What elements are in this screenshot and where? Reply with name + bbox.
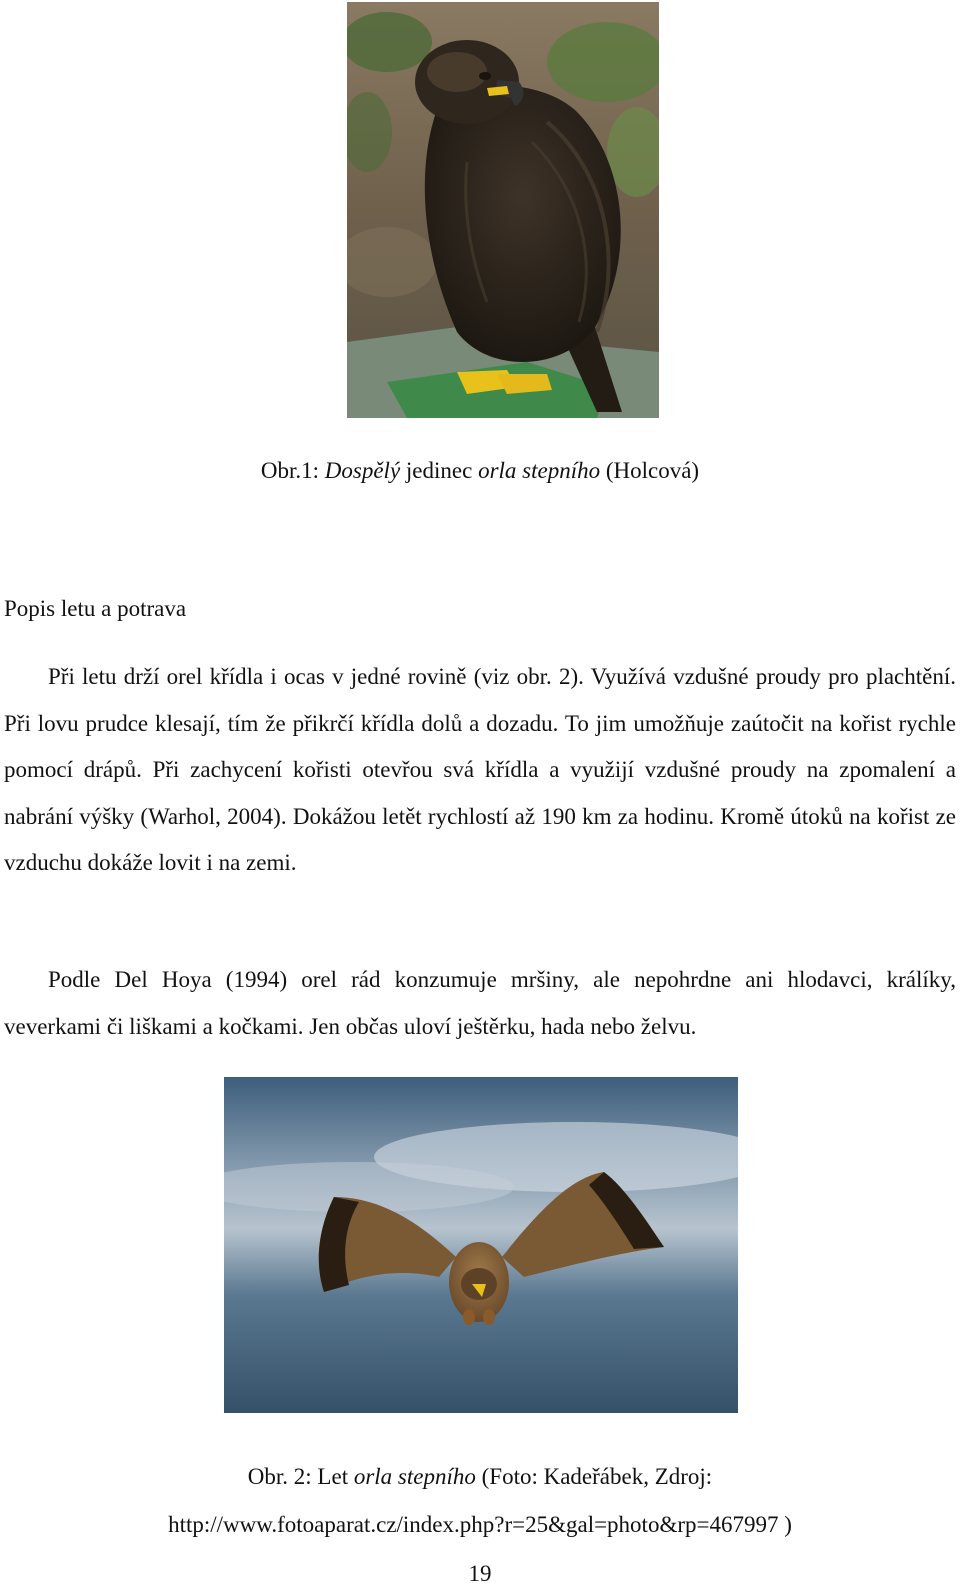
figure-2-caption (0, 1453, 960, 1549)
caption-italic-species: orla stepního (478, 458, 601, 483)
eagle-flight-photo (224, 1077, 738, 1413)
caption-suffix: (Holcová) (600, 458, 700, 483)
section-heading: Popis letu a potrava (4, 596, 187, 621)
caption-plain: jedinec (400, 458, 479, 483)
caption2-source-url: http://www.fotoaparat.cz/index.php?r=25&gal=photo&rp=467997 ) (168, 1512, 792, 1537)
paragraph-flight: Při letu drží orel křídla i ocas v jedné rovině (viz obr. 2). Využívá vzdušné proudy pro plachtění. Při lovu prudce klesají, tím že přikrčí křídla dolů a dozadu. To jim umožňuje zaútočit na kořist rychle pomocí drápů. Při zachycení kořisti otevřou svá křídla a využijí vzdušné proudy na zpomalení a nabrání výšky (Warhol, 2004). Dokážou letět rychlostí až 190 km za hodinu. Kromě útoků na kořist ze vzduchu dokáže lovit i na zemi. (4, 664, 956, 875)
paragraph-diet: Podle Del Hoya (1994) orel rád konzumuje mršiny, ale nepohrdne ani hlodavci, králíky, veverkami či liškami a kočkami. Jen občas uloví ještěrku, hada nebo želvu. (4, 967, 956, 1039)
figure-1-caption (0, 456, 960, 486)
page-number: 19 (468, 1561, 492, 1586)
caption-prefix: Obr.1: (260, 458, 325, 483)
eagle-perched-photo (347, 2, 659, 418)
caption-italic-adult: Dospělý (324, 458, 401, 483)
caption2-prefix: Obr. 2: Let (247, 1464, 354, 1489)
caption2-suffix: (Foto: Kadeřábek, Zdroj: (475, 1464, 713, 1489)
caption2-italic-species: orla stepního (353, 1464, 476, 1489)
